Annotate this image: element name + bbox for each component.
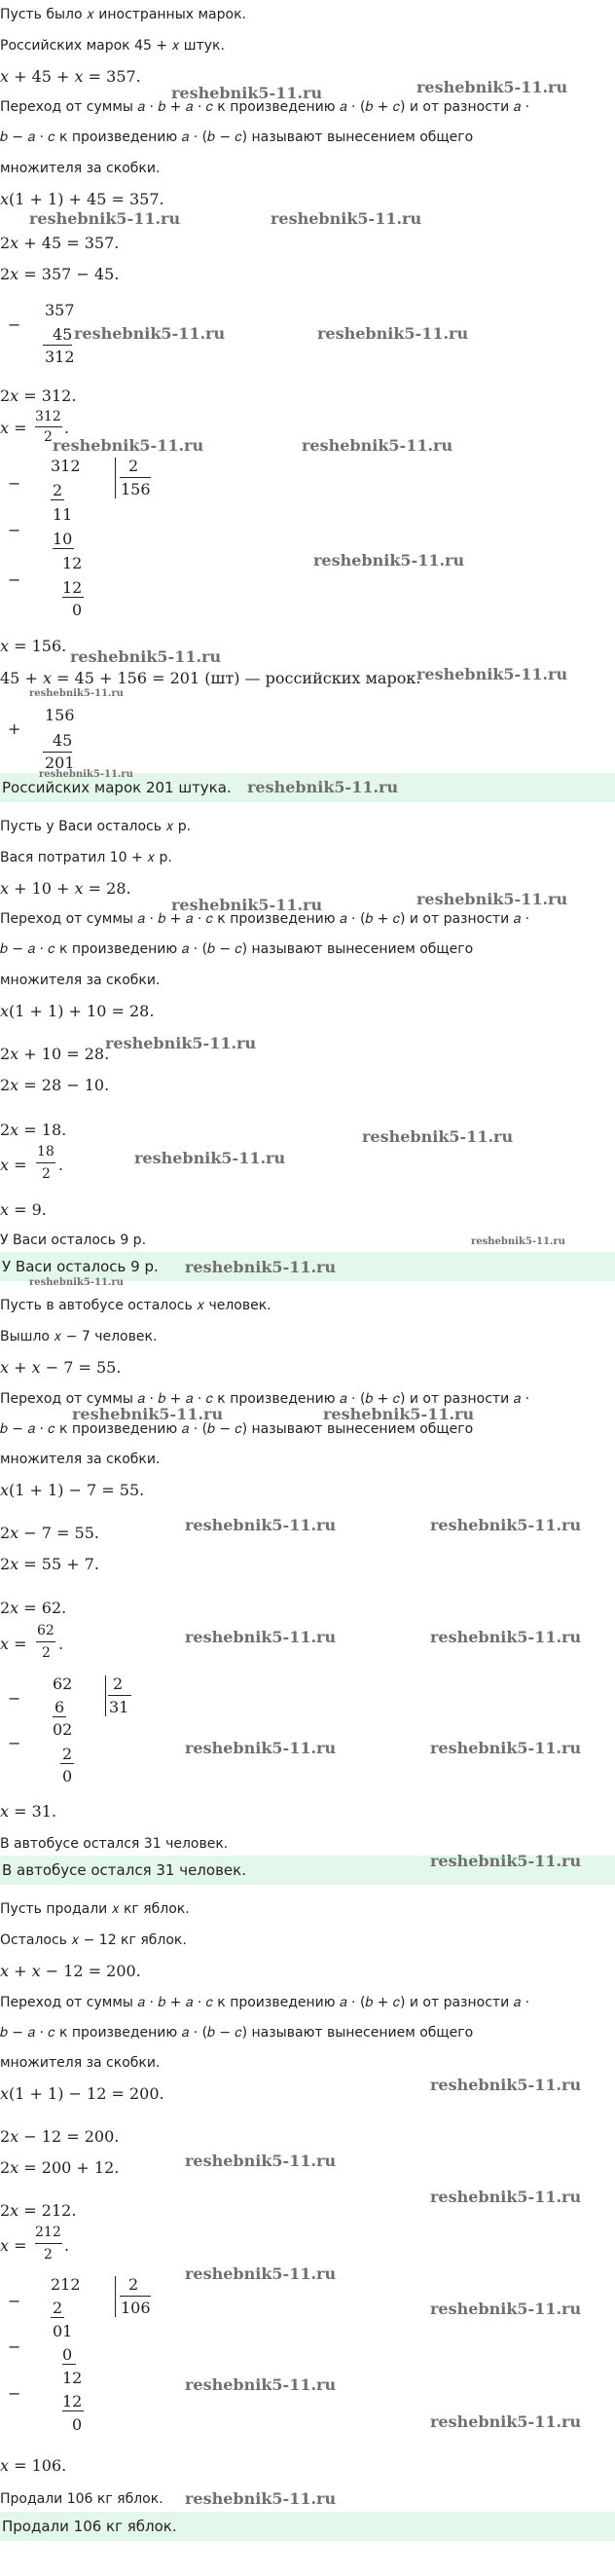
watermark: reshebnik5-11.ru — [430, 1739, 582, 1757]
watermark: reshebnik5-11.ru — [185, 1516, 337, 1534]
s4-result-text: Продали 106 кг яблок. — [0, 2491, 163, 2507]
s2-answer: У Васи осталось 9 р. — [2, 1258, 159, 1275]
watermark: reshebnik5-11.ru — [185, 2375, 337, 2394]
s3-result-text: В автобусе остался 31 человек. — [0, 1836, 229, 1852]
minus-sign: − — [8, 2384, 21, 2403]
watermark: reshebnik5-11.ru — [74, 324, 226, 343]
s1-x-result: 𝑥 = 156. — [0, 637, 67, 655]
quotient: 156 — [121, 480, 151, 498]
s2-step-18: 2𝑥 = 18. — [0, 1121, 67, 1139]
watermark: reshebnik5-11.ru — [416, 665, 568, 683]
s2-step-2x: 2𝑥 + 10 = 28. — [0, 1045, 110, 1063]
division-line — [62, 2364, 76, 2365]
s2-equation: 𝑥 + 10 + 𝑥 = 28. — [0, 879, 131, 898]
s3-step-add: 2𝑥 = 55 + 7. — [0, 1555, 99, 1573]
watermark: reshebnik5-11.ru — [430, 1516, 582, 1534]
s2-line-spent: Вася потратил 10 + 𝑥 р. — [0, 850, 172, 865]
watermark: reshebnik5-11.ru — [70, 647, 222, 666]
watermark: reshebnik5-11.ru — [430, 1628, 582, 1646]
final-remainder: 0 — [72, 2415, 83, 2434]
s2-step-factor: 𝑥(1 + 1) + 10 = 28. — [0, 1002, 155, 1020]
s4-line-let: Пусть продали 𝑥 кг яблок. — [0, 1901, 190, 1917]
partial-product: 10 — [53, 530, 73, 548]
s4-rule-line-2: 𝑏 − 𝑎 · 𝑐 к произведению 𝑎 · (𝑏 − 𝑐) называют вынесением общего — [0, 2025, 474, 2041]
fraction-bar — [35, 2243, 62, 2244]
s2-step-sub: 2𝑥 = 28 − 10. — [0, 1076, 110, 1094]
s1-line-russian: Российских марок 45 + 𝑥 штук. — [0, 38, 225, 54]
final-remainder: 0 — [72, 601, 83, 619]
quotient-line — [120, 2296, 151, 2297]
dividend: 62 — [53, 1674, 73, 1693]
divisor: 2 — [128, 457, 139, 475]
subtrahend: 45 — [53, 325, 73, 344]
s4-step-add: 2𝑥 = 200 + 12. — [0, 2158, 120, 2177]
minuend: 357 — [45, 301, 75, 319]
column-line — [43, 752, 72, 753]
final-remainder: 0 — [62, 1767, 73, 1785]
watermark: reshebnik5-11.ru — [430, 2188, 582, 2206]
minus-sign: − — [8, 2292, 21, 2310]
watermark: reshebnik5-11.ru — [171, 896, 323, 914]
remainder: 02 — [53, 1720, 73, 1739]
minus-sign: − — [8, 1689, 21, 1708]
s1-russian-result: 45 + 𝑥 = 45 + 156 = 201 (шт) — российских марок. — [0, 669, 421, 687]
watermark: reshebnik5-11.ru — [171, 84, 323, 102]
minus-sign: − — [8, 1734, 21, 1752]
fraction-bar — [35, 426, 62, 427]
division-line — [51, 2317, 64, 2318]
s3-equation: 𝑥 + 𝑥 − 7 = 55. — [0, 1358, 122, 1377]
division-bracket — [115, 2276, 116, 2317]
partial-product: 2 — [62, 1745, 73, 1763]
watermark: reshebnik5-11.ru — [430, 1852, 582, 1870]
fraction-period: . — [64, 419, 70, 437]
minus-sign: − — [8, 474, 21, 493]
watermark: reshebnik5-11.ru — [185, 1258, 337, 1276]
watermark: reshebnik5-11.ru — [29, 1277, 124, 1288]
column-line — [43, 345, 72, 346]
s1-equation: 𝑥 + 45 + 𝑥 = 357. — [0, 67, 141, 86]
s1-answer: Российских марок 201 штука. — [2, 779, 232, 796]
watermark: reshebnik5-11.ru — [416, 890, 568, 908]
division-bracket — [105, 1675, 106, 1716]
s4-answer: Продали 106 кг яблок. — [2, 2518, 177, 2535]
watermark: reshebnik5-11.ru — [471, 1236, 565, 1247]
s4-rule-line-3: множителя за скобки. — [0, 2055, 161, 2071]
fraction-lhs: 𝑥 = — [0, 419, 27, 437]
fraction-denominator: 2 — [42, 1166, 51, 1182]
minus-sign: − — [8, 2337, 21, 2356]
minus-sign: − — [8, 521, 21, 539]
fraction-lhs: 𝑥 = — [0, 1156, 27, 1174]
s3-step-factor: 𝑥(1 + 1) − 7 = 55. — [0, 1481, 145, 1499]
fraction-numerator: 212 — [35, 2225, 61, 2240]
partial-product: 12 — [62, 2392, 83, 2410]
partial-product: 2 — [53, 2299, 63, 2317]
s3-rule-line-3: множителя за скобки. — [0, 1452, 161, 1467]
s4-rule-line-1: Переход от суммы 𝑎 · 𝑏 + 𝑎 · 𝑐 к произведению 𝑎 · (𝑏 + 𝑐) и от разности 𝑎 · — [0, 1995, 530, 2010]
s1-rule-line-3: множителя за скобки. — [0, 161, 161, 176]
watermark: reshebnik5-11.ru — [271, 209, 422, 228]
watermark: reshebnik5-11.ru — [362, 1127, 514, 1146]
s4-equation: 𝑥 + 𝑥 − 12 = 200. — [0, 1962, 141, 1980]
division-line — [62, 2410, 84, 2411]
division-line — [53, 548, 74, 549]
s3-line-left: Вышло 𝑥 − 7 человек. — [0, 1329, 158, 1344]
fraction-numerator: 62 — [37, 1623, 54, 1638]
dividend: 212 — [51, 2275, 81, 2294]
watermark: reshebnik5-11.ru — [134, 1149, 286, 1167]
addend: 156 — [45, 706, 75, 724]
s2-rule-line-1: Переход от суммы 𝑎 · 𝑏 + 𝑎 · 𝑐 к произведению 𝑎 · (𝑏 + 𝑐) и от разности 𝑎 · — [0, 911, 530, 927]
division-line — [51, 499, 64, 500]
division-line — [53, 1716, 66, 1717]
sum: 201 — [45, 754, 75, 772]
watermark: reshebnik5-11.ru — [185, 1628, 337, 1646]
watermark: reshebnik5-11.ru — [185, 2152, 337, 2170]
remainder: 01 — [53, 2322, 73, 2340]
s3-line-let: Пусть в автобусе осталось 𝑥 человек. — [0, 1298, 271, 1313]
s4-x-result: 𝑥 = 106. — [0, 2456, 67, 2475]
watermark: reshebnik5-11.ru — [72, 1405, 224, 1423]
fraction-bar — [36, 1162, 55, 1163]
watermark: reshebnik5-11.ru — [430, 2412, 582, 2431]
difference: 312 — [45, 348, 75, 366]
watermark: reshebnik5-11.ru — [416, 78, 568, 96]
s1-rule-line-2: 𝑏 − 𝑎 · 𝑐 к произведению 𝑎 · (𝑏 − 𝑐) называют вынесением общего — [0, 129, 474, 145]
fraction-period: . — [58, 1635, 64, 1653]
fraction-lhs: 𝑥 = — [0, 1635, 27, 1653]
s4-step-factor: 𝑥(1 + 1) − 12 = 200. — [0, 2084, 164, 2103]
partial-product: 6 — [54, 1698, 65, 1716]
fraction-bar — [36, 1641, 55, 1642]
s2-x-result: 𝑥 = 9. — [0, 1200, 47, 1219]
fraction-denominator: 2 — [44, 429, 53, 445]
watermark: reshebnik5-11.ru — [323, 1405, 475, 1423]
dividend: 312 — [51, 457, 81, 475]
division-line — [60, 1763, 74, 1764]
watermark: reshebnik5-11.ru — [317, 324, 469, 343]
watermark: reshebnik5-11.ru — [185, 2489, 337, 2508]
quotient: 106 — [121, 2299, 151, 2317]
watermark: reshebnik5-11.ru — [185, 2264, 337, 2283]
s3-answer: В автобусе остался 31 человек. — [2, 1861, 246, 1879]
minus-sign: − — [8, 315, 21, 334]
divisor: 2 — [128, 2275, 139, 2294]
watermark: reshebnik5-11.ru — [247, 778, 399, 796]
s1-step-2x: 2𝑥 + 45 = 357. — [0, 234, 120, 252]
s3-step-62: 2𝑥 = 62. — [0, 1599, 67, 1617]
s1-step-312: 2𝑥 = 312. — [0, 386, 77, 405]
s3-x-result: 𝑥 = 31. — [0, 1802, 57, 1821]
fraction-lhs: 𝑥 = — [0, 2236, 27, 2255]
fraction-numerator: 312 — [35, 409, 61, 424]
s2-rule-line-2: 𝑏 − 𝑎 · 𝑐 к произведению 𝑎 · (𝑏 − 𝑐) называют вынесением общего — [0, 941, 474, 957]
s3-rule-line-1: Переход от суммы 𝑎 · 𝑏 + 𝑎 · 𝑐 к произведению 𝑎 · (𝑏 + 𝑐) и от разности 𝑎 · — [0, 1391, 530, 1407]
watermark: reshebnik5-11.ru — [430, 2076, 582, 2094]
watermark: reshebnik5-11.ru — [105, 1034, 257, 1052]
watermark: reshebnik5-11.ru — [313, 551, 465, 570]
division-bracket — [115, 458, 116, 498]
partial-product: 0 — [62, 2345, 73, 2364]
s4-step-212: 2𝑥 = 212. — [0, 2201, 77, 2220]
watermark: reshebnik5-11.ru — [302, 436, 453, 455]
quotient-line — [120, 477, 151, 478]
s2-result-text: У Васи осталось 9 р. — [0, 1233, 147, 1248]
remainder: 12 — [62, 2369, 83, 2387]
addend: 45 — [53, 731, 73, 750]
quotient-line — [108, 1695, 131, 1696]
s3-step-2x: 2𝑥 − 7 = 55. — [0, 1524, 99, 1542]
s4-line-left: Осталось 𝑥 − 12 кг яблок. — [0, 1932, 187, 1948]
watermark: reshebnik5-11.ru — [53, 436, 204, 455]
s4-answer-box — [0, 2512, 615, 2541]
s1-step-factor: 𝑥(1 + 1) + 45 = 357. — [0, 190, 164, 208]
watermark: reshebnik5-11.ru — [29, 688, 124, 699]
fraction-period: . — [64, 2236, 70, 2255]
watermark: reshebnik5-11.ru — [185, 1739, 337, 1757]
division-line — [62, 597, 84, 598]
s1-rule-line-1: Переход от суммы 𝑎 · 𝑏 + 𝑎 · 𝑐 к произведению 𝑎 · (𝑏 + 𝑐) и от разности 𝑎 · — [0, 99, 530, 115]
quotient: 31 — [109, 1698, 129, 1716]
fraction-period: . — [58, 1156, 64, 1174]
watermark: reshebnik5-11.ru — [29, 209, 181, 228]
s4-step-2x: 2𝑥 − 12 = 200. — [0, 2127, 120, 2146]
fraction-denominator: 2 — [42, 1645, 51, 1661]
s3-rule-line-2: 𝑏 − 𝑎 · 𝑐 к произведению 𝑎 · (𝑏 − 𝑐) называют вынесением общего — [0, 1421, 474, 1437]
s1-line-let: Пусть было 𝑥 иностранных марок. — [0, 7, 246, 22]
remainder: 11 — [53, 505, 73, 524]
fraction-denominator: 2 — [44, 2247, 53, 2263]
watermark: reshebnik5-11.ru — [39, 769, 133, 780]
s2-line-let: Пусть у Васи осталось 𝑥 р. — [0, 819, 192, 834]
remainder: 12 — [62, 554, 83, 572]
s2-rule-line-3: множителя за скобки. — [0, 973, 161, 988]
partial-product: 2 — [53, 481, 63, 499]
minus-sign: − — [8, 570, 21, 589]
plus-sign: + — [8, 719, 21, 738]
divisor: 2 — [113, 1674, 124, 1693]
s1-step-sub: 2𝑥 = 357 − 45. — [0, 265, 120, 283]
fraction-numerator: 18 — [37, 1144, 54, 1159]
partial-product: 12 — [62, 578, 83, 597]
watermark: reshebnik5-11.ru — [430, 2300, 582, 2318]
